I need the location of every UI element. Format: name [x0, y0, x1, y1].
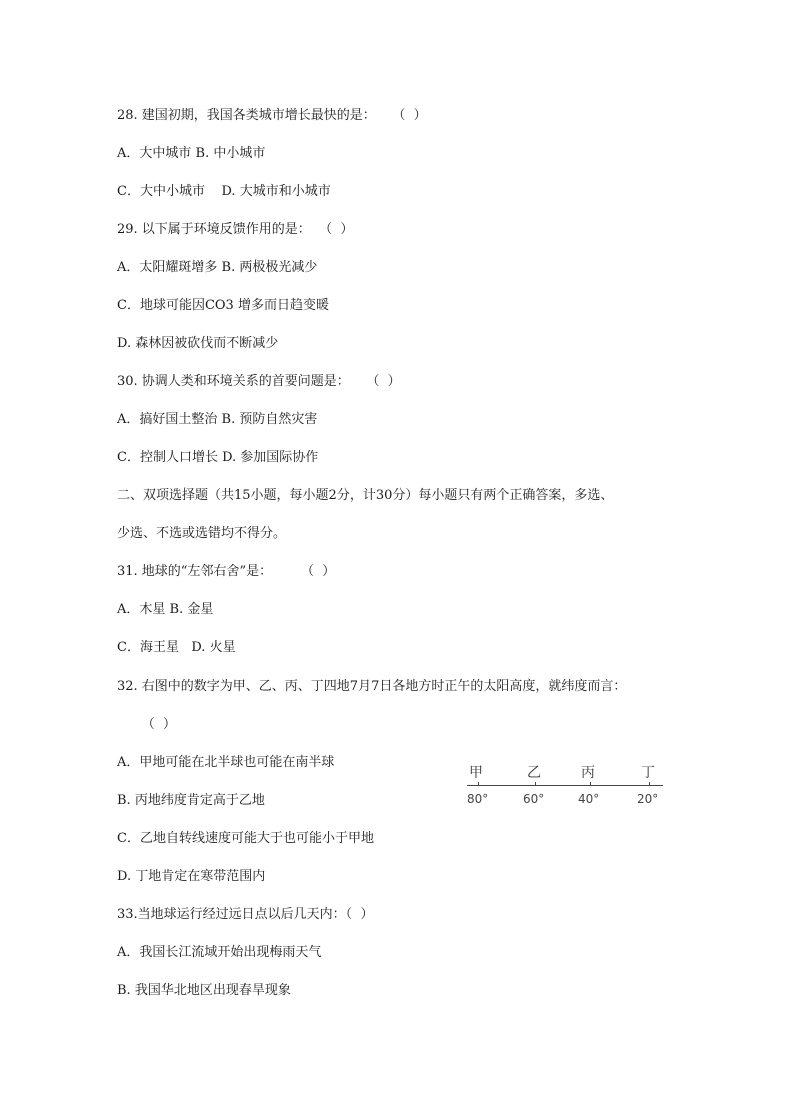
figure-tick	[478, 782, 479, 786]
q30-stem: 30. 协调人类和环境关系的首要问题是： （ ）	[117, 374, 401, 389]
altitude-value-ding: 20°	[637, 792, 659, 806]
figure-tick	[649, 782, 650, 786]
q31-stem: 31. 地球的“左邻右舍”是： （ ）	[117, 564, 336, 579]
q31-option-cd: C．海王星 D. 火星	[117, 640, 236, 655]
figure-axis-line	[467, 785, 663, 786]
q32-bracket: （ ）	[117, 717, 177, 732]
altitude-value-yi: 60°	[523, 792, 545, 806]
place-label-jia: 甲	[469, 765, 483, 781]
figure-tick	[590, 782, 591, 786]
section-2-heading-cont: 少选、不选或选错均不得分。	[117, 526, 287, 541]
q32-option-a: A．甲地可能在北半球也可能在南半球	[117, 755, 335, 770]
q33-stem: 33.当地球运行经过远日点以后几天内：（ ）	[117, 907, 374, 922]
place-label-bing: 丙	[581, 765, 595, 781]
q33-option-a: A．我国长江流域开始出现梅雨天气	[117, 945, 322, 960]
q32-stem: 32. 右图中的数字为甲、乙、丙、丁四地7月7日各地方时正午的太阳高度，就纬度而言：	[117, 679, 627, 694]
q32-option-c: C．乙地自转线速度可能大于也可能小于甲地	[117, 831, 374, 846]
sun-altitude-figure	[465, 762, 665, 812]
altitude-value-bing: 40°	[578, 792, 600, 806]
section-2-heading: 二、双项选择题（共15小题，每小题2分，计30分）每小题只有两个正确答案，多选、	[117, 488, 614, 503]
q28-option-ab: A．大中城市 B. 中小城市	[117, 146, 266, 161]
place-label-yi: 乙	[527, 765, 541, 781]
q28-option-cd: C．大中小城市 D. 大城市和小城市	[117, 184, 331, 199]
altitude-value-jia: 80°	[467, 792, 489, 806]
q30-option-ab: A．搞好国土整治 B. 预防自然灾害	[117, 412, 318, 427]
q29-option-c: C．地球可能因CO3 增多而日趋变暖	[117, 298, 329, 313]
q32-option-b: B. 丙地纬度肯定高于乙地	[117, 793, 265, 808]
q29-option-ab: A．太阳耀斑增多 B. 两极极光减少	[117, 260, 318, 275]
q33-option-b: B. 我国华北地区出现春旱现象	[117, 983, 291, 998]
q29-stem: 29. 以下属于环境反馈作用的是： （ ）	[117, 222, 354, 237]
q28-stem: 28. 建国初期，我国各类城市增长最快的是： （ ）	[117, 108, 427, 123]
q30-option-cd: C．控制人口增长 D. 参加国际协作	[117, 450, 319, 465]
q31-option-ab: A．木星 B. 金星	[117, 602, 214, 617]
q32-option-d: D. 丁地肯定在寒带范围内	[117, 869, 266, 884]
place-label-ding: 丁	[641, 765, 655, 781]
q29-option-d: D. 森林因被砍伐而不断减少	[117, 336, 279, 351]
figure-tick	[535, 782, 536, 786]
